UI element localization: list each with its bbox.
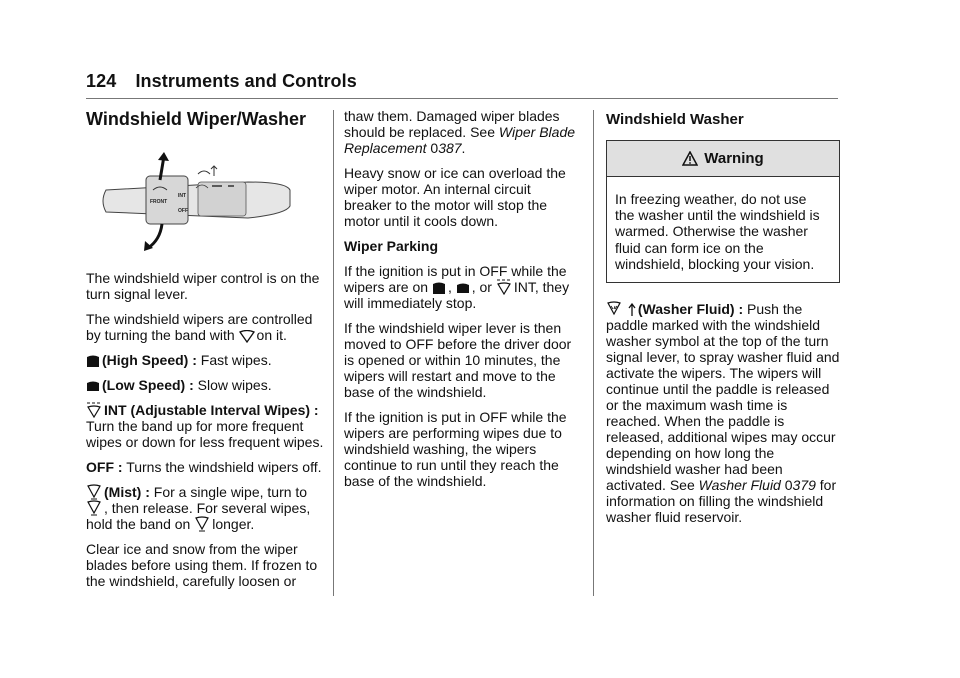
mist-icon <box>194 516 210 532</box>
warning-header <box>607 141 839 177</box>
paragraph: Clear ice and snow from the wiper blades before using them. If frozen to the windshield, carefully loosen or <box>86 541 318 589</box>
chapter-title: Instruments and Controls <box>135 71 357 91</box>
mist-icon <box>86 484 102 500</box>
column-divider <box>333 110 334 596</box>
xref-symbol: 0 <box>430 140 439 156</box>
warning-title: Warning <box>704 149 764 167</box>
high-speed-icon <box>86 355 100 368</box>
xref-symbol: 0 <box>784 477 793 494</box>
paragraph: Heavy snow or ice can overload the wiper motor. An internal circuit breaker to the motor will stop the motor until it cools down. <box>344 165 566 229</box>
column-3 <box>606 110 840 534</box>
interval-icon <box>86 402 102 418</box>
paragraph: If the windshield wiper lever is then moved to OFF before the driver door is opened or within 10 minutes, the wipers will restart and move to the base of the windshield. <box>344 320 572 400</box>
paragraph: The windshield wiper control is on the turn signal lever. <box>86 270 320 302</box>
xref-washer-fluid[interactable]: Washer Fluid <box>698 477 781 494</box>
header-rule <box>86 98 838 99</box>
column-1 <box>86 108 326 598</box>
paragraph: If the ignition is put in OFF while the wipers are performing wipes due to windshield washing, the wipers continue to run until they reach the base of the windshield. <box>344 409 567 489</box>
column-divider <box>593 110 594 596</box>
up-arrow-icon <box>628 303 636 317</box>
warning-box <box>606 140 840 283</box>
page-header <box>86 71 357 92</box>
washer-fluid-item: (Washer Fluid) : Push the paddle marked with the windshield washer symbol at the top of the turn signal lever, to spray washer fluid and activate the wipers. The wipers will continue until the paddle is released or the maximum wash time is reached. When the paddle is released, additional wipes may occur depending on how long the windshield washer had been activated. See Washer Fluid 0379 for information on filling the windshield washer fluid reservoir. <box>606 301 840 526</box>
washer-icon <box>606 301 622 317</box>
off-item: OFF : Turns the windshield wipers off. <box>86 459 322 475</box>
xref-wiper-blade-replacement[interactable]: Wiper Blade Replacement <box>344 124 576 156</box>
xref-page[interactable]: 379 <box>792 477 816 494</box>
page-number: 124 <box>86 71 117 91</box>
mist-icon <box>86 500 102 516</box>
column-2 <box>344 108 580 498</box>
mist-item: (Mist) : For a single wipe, turn to , then release. For several wipes, hold the band on longer. <box>86 484 311 532</box>
figure-label-off: OFF <box>178 208 188 214</box>
paragraph: If the ignition is put in OFF while the wipers are on , , or INT, they will immediately stop. <box>344 263 570 311</box>
wiper-icon <box>239 330 255 343</box>
interval-icon <box>496 279 512 295</box>
low-speed-icon <box>86 380 100 393</box>
low-speed-icon <box>456 282 470 295</box>
xref-page[interactable]: 387 <box>438 140 462 156</box>
figure-label-front: FRONT <box>150 199 168 205</box>
figure-label-int: INT <box>178 193 187 199</box>
high-speed-item: (High Speed) : Fast wipes. <box>86 352 326 368</box>
sub-title: Wiper Parking <box>344 238 439 254</box>
high-speed-icon <box>432 282 446 295</box>
warning-text: In freezing weather, do not use the washer until the windshield is warmed. Otherwise the washer fluid can form ice on the windshield, blocking your vision. <box>615 191 820 272</box>
interval-item: INT (Adjustable Interval Wipes) : Turn the band up for more frequent wipes or down for less frequent wipes. <box>86 402 324 450</box>
paragraph: thaw them. Damaged wiper blades should be replaced. See Wiper Blade Replacement 0387. <box>344 108 576 156</box>
paragraph: The windshield wipers are controlled by turning the band with on it. <box>86 311 313 343</box>
warning-icon <box>682 151 698 167</box>
low-speed-item: (Low Speed) : Slow wipes. <box>86 377 326 393</box>
section-title: Windshield Washer <box>606 111 744 128</box>
wiper-lever-illustration <box>98 152 294 252</box>
section-title: Windshield Wiper/Washer <box>86 109 307 129</box>
